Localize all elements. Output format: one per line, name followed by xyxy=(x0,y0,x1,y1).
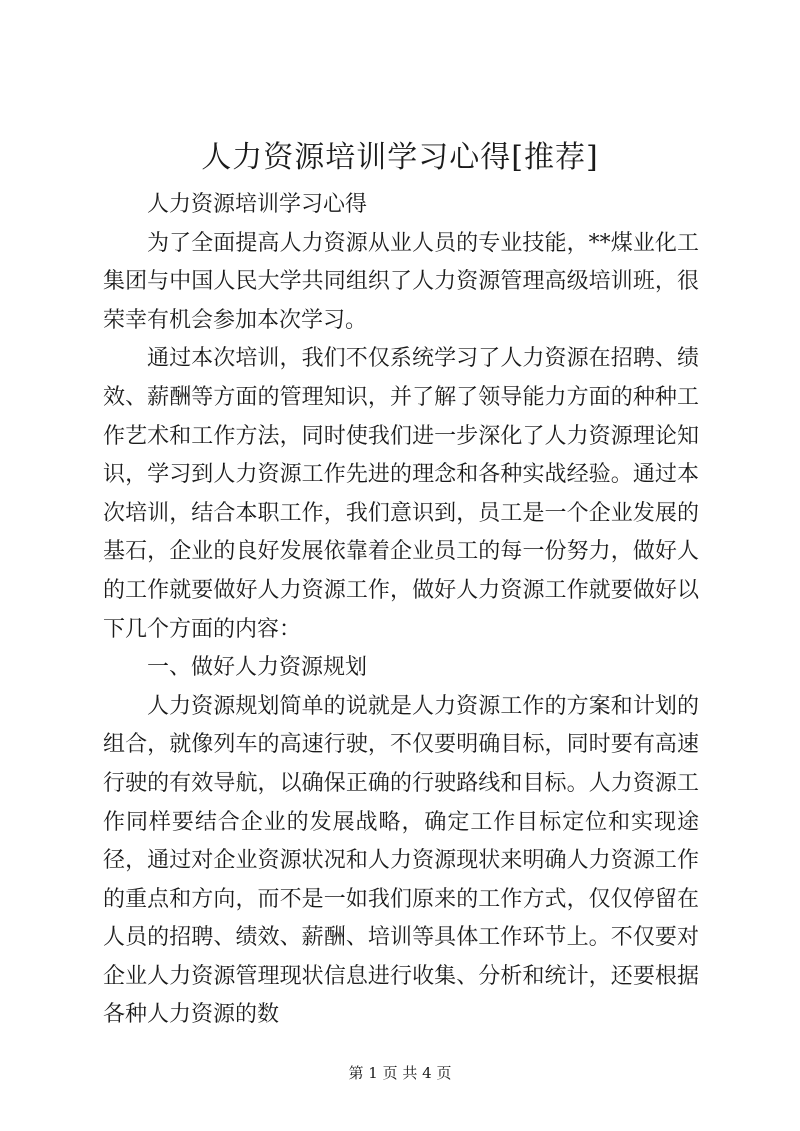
training-summary-paragraph: 通过本次培训，我们不仅系统学习了人力资源在招聘、绩效、薪酬等方面的管理知识，并了解了领导能力方面的种种工作艺术和工作方法，同时使我们进一步深化了人力资源理论知识，学习到人力资源工作先进的理念和各种实战经验。通过本次培训，结合本职工作，我们意识到，员工是一个企业发展的基石，企业的良好发展依靠着企业员工的每一份努力，做好人的工作就要做好人力资源工作，做好人力资源工作就要做好以下几个方面的内容： xyxy=(103,346,699,642)
subtitle-paragraph: 人力资源培训学习心得 xyxy=(147,192,368,217)
intro-paragraph: 为了全面提高人力资源从业人员的专业技能，**煤业化工集团与中国人民大学共同组织了人力资源管理高级培训班，很荣幸有机会参加本次学习。 xyxy=(103,230,699,333)
document-body xyxy=(103,186,699,1035)
page-footer: 第 1 页 共 4 页 xyxy=(348,1064,452,1082)
section-heading-hr-planning: 一、做好人力资源规划 xyxy=(147,655,368,681)
hr-planning-paragraph: 人力资源规划简单的说就是人力资源工作的方案和计划的组合，就像列车的高速行驶，不仅要明确目标，同时要有高速行驶的有效导航，以确保正确的行驶路线和目标。人力资源工作同样要结合企业的发展战略，确定工作目标定位和实现途径，通过对企业资源状况和人力资源现状来明确人力资源工作的重点和方向，而不是一如我们原来的工作方式，仅仅停留在人员的招聘、绩效、薪酬、培训等具体工作环节上。不仅要对企业人力资源管理现状信息进行收集、分析和统计，还要根据各种人力资源的数 xyxy=(103,693,699,1028)
document-title: 人力资源培训学习心得[推荐] xyxy=(201,140,599,175)
